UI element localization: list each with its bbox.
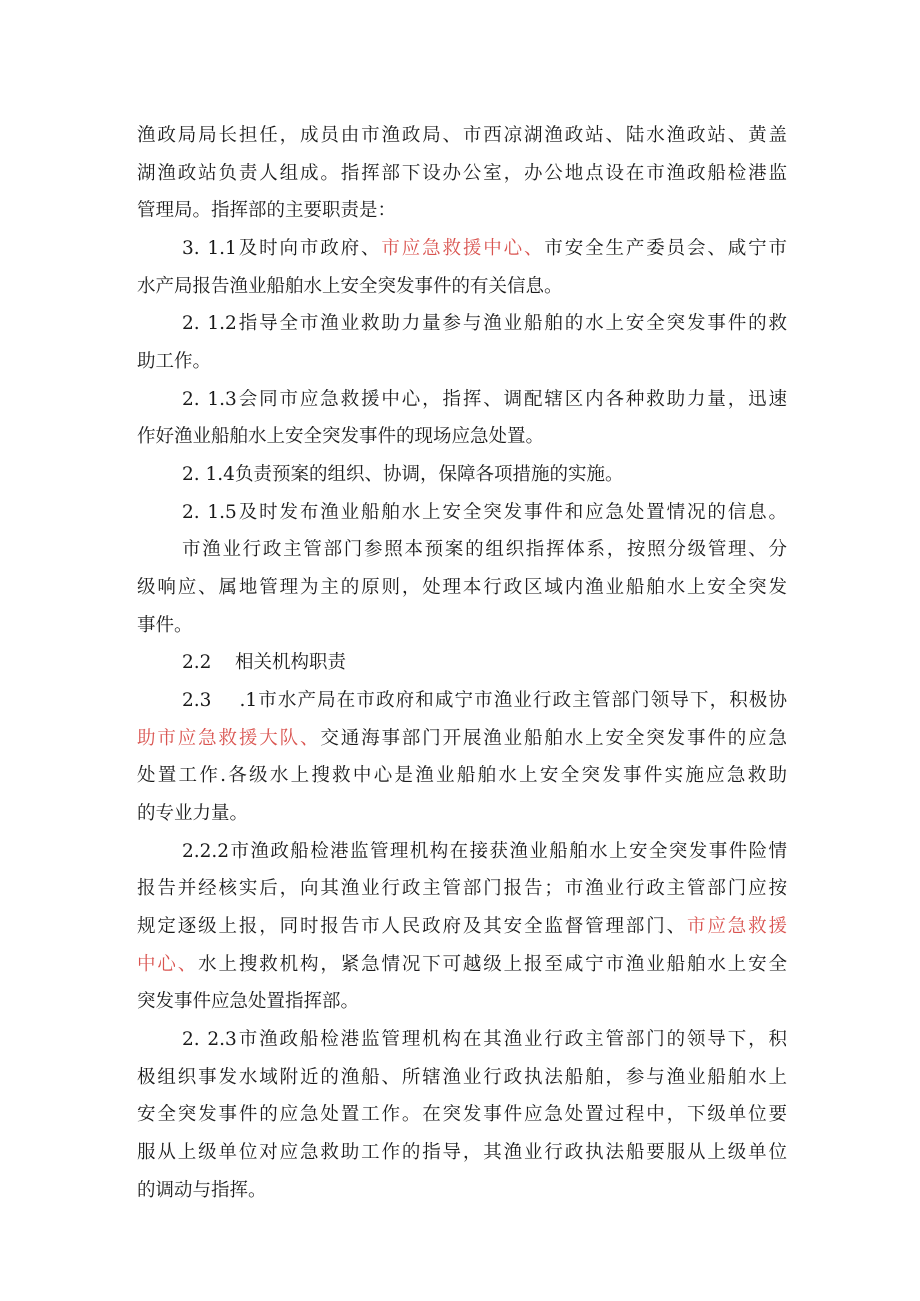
text-line	[137, 947, 787, 983]
list-item-3-1-1	[182, 231, 787, 267]
text-line: 渔政局局长担任，成员由市渔政局、市西凉湖渔政站、陆水渔政站、黄盖	[137, 125, 787, 146]
text-line: 安全突发事件的应急处置工作。在突发事件应急处置过程中，下级单位要	[137, 1104, 787, 1125]
text-line: 作好渔业船舶水上安全突发事件的现场应急处置。	[137, 426, 545, 447]
text-line: 管理局。指挥部的主要职责是：	[137, 200, 397, 221]
text-line: 级响应、属地管理为主的原则，处理本行政区域内渔业船舶水上安全突发	[137, 577, 787, 598]
highlighted-text: 市应急救援	[687, 916, 787, 937]
text-line: 水产局报告渔业船舶水上安全突发事件的有关信息。	[137, 276, 563, 297]
list-item-2-1-4: 2. 1.4负责预案的组织、协调，保障各项措施的实施。	[182, 464, 624, 485]
text-segment: 规定逐级上报，同时报告市人民政府及其安全监督管理部门、	[137, 916, 687, 937]
text-line: 报告并经核实后，向其渔业行政主管部门报告；市渔业行政主管部门应按	[137, 878, 787, 899]
text-line	[137, 909, 787, 945]
text-line: 突发事件应急处置指挥部。	[137, 991, 360, 1012]
highlighted-text: 市应急救援中心、	[381, 238, 545, 259]
text-line: 处置工作.各级水上搜救中心是渔业船舶水上安全突发事件实施应急救助	[137, 765, 787, 786]
text-line	[137, 721, 787, 757]
text-line: 湖渔政站负责人组成。指挥部下设办公室，办公地点设在市渔政船检港监	[137, 163, 787, 184]
section-heading-2-2: 2.2 相关机构职责	[182, 652, 346, 673]
highlighted-text: 中心、	[137, 954, 199, 975]
list-item-2-1-5: 2. 1.5及时发布渔业船舶水上安全突发事件和应急处置情况的信息。	[182, 502, 787, 523]
highlighted-text: 助市应急救援大队、	[137, 728, 321, 749]
list-item-2-2-2: 2.2.2市渔政船检港监管理机构在接获渔业船舶水上安全突发事件险情	[182, 841, 787, 862]
text-segment: 交通海事部门开展渔业船舶水上安全突发事件的应急	[320, 728, 787, 749]
text-segment: 市安全生产委员会、咸宁市	[544, 238, 787, 259]
text-line: 事件。	[137, 615, 193, 636]
list-item-2-1-3: 2. 1.3会同市应急救援中心，指挥、调配辖区内各种救助力量，迅速	[182, 389, 787, 410]
text-line: 的专业力量。	[137, 803, 249, 824]
list-item-2-1-2: 2. 1.2指导全市渔业救助力量参与渔业船舶的水上安全突发事件的救	[182, 313, 787, 334]
list-item-2-3-1: 2.3 .1市水产局在市政府和咸宁市渔业行政主管部门领导下，积极协	[182, 690, 787, 711]
text-line: 服从上级单位对应急救助工作的指导，其渔业行政执法船要服从上级单位	[137, 1142, 787, 1163]
text-segment: 3. 1.1及时向市政府、	[182, 238, 382, 259]
text-line: 助工作。	[137, 351, 212, 372]
text-segment: 水上搜救机构，紧急情况下可越级上报至咸宁市渔业船舶水上安全	[198, 954, 787, 975]
text-line: 极组织事发水域附近的渔船、所辖渔业行政执法船舶，参与渔业船舶水上	[137, 1067, 787, 1088]
text-line: 的调动与指挥。	[137, 1180, 267, 1201]
paragraph-start: 市渔业行政主管部门参照本预案的组织指挥体系，按照分级管理、分	[182, 539, 787, 560]
list-item-2-2-3: 2. 2.3市渔政船检港监管理机构在其渔业行政主管部门的领导下，积	[182, 1029, 787, 1050]
